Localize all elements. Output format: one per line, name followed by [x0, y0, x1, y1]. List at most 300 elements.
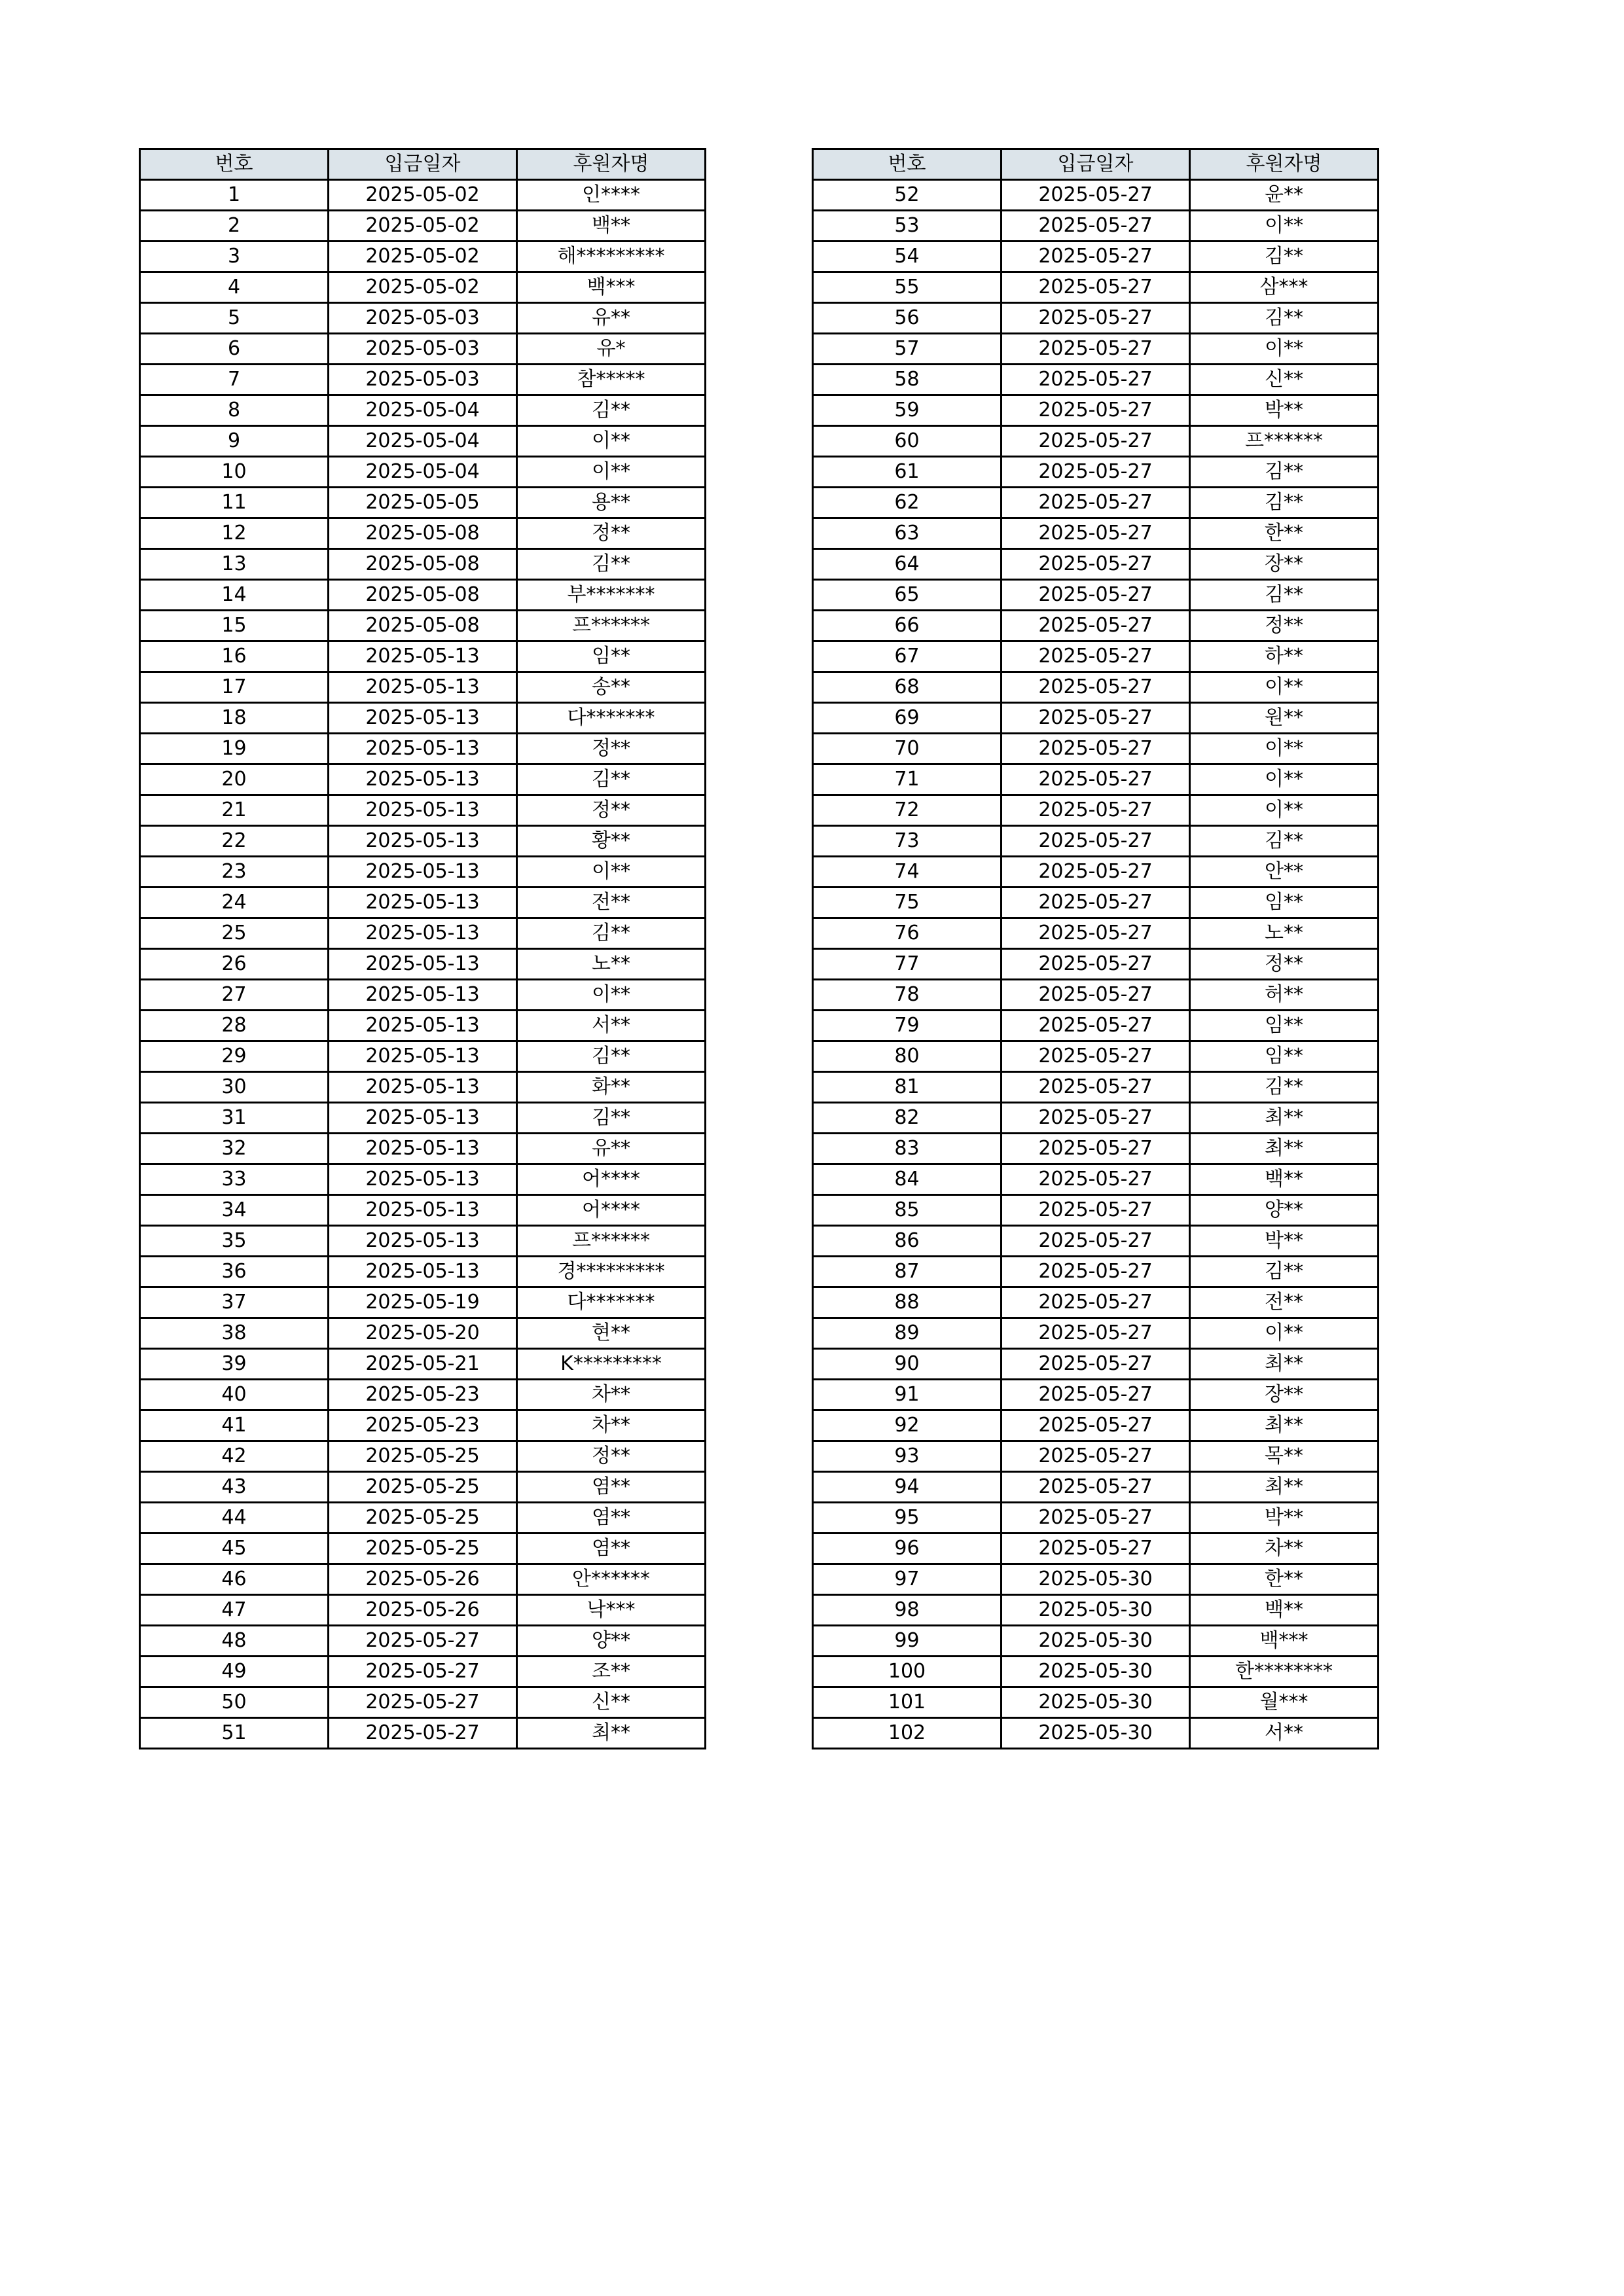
cell-number: 33	[140, 1164, 329, 1195]
cell-number: 2	[140, 211, 329, 242]
header-donor-name: 후원자명	[517, 149, 706, 180]
cell-donor-name: 월***	[1190, 1687, 1379, 1718]
table-row	[813, 1134, 1379, 1164]
table-row	[813, 764, 1379, 795]
cell-donor-name: 김**	[1190, 242, 1379, 272]
table-row	[813, 1072, 1379, 1103]
cell-donor-name: 염**	[517, 1534, 706, 1564]
cell-number: 28	[140, 1011, 329, 1041]
cell-donor-name: 용**	[517, 488, 706, 518]
cell-donor-name: 이**	[517, 857, 706, 888]
cell-deposit-date: 2025-05-27	[1001, 734, 1190, 764]
cell-deposit-date: 2025-05-08	[329, 549, 517, 580]
cell-donor-name: 화**	[517, 1072, 706, 1103]
cell-deposit-date: 2025-05-27	[1001, 918, 1190, 949]
table-row	[140, 580, 706, 611]
cell-deposit-date: 2025-05-27	[329, 1687, 517, 1718]
cell-donor-name: 현**	[517, 1318, 706, 1349]
cell-donor-name: 노**	[1190, 918, 1379, 949]
cell-number: 89	[813, 1318, 1001, 1349]
cell-donor-name: 인****	[517, 180, 706, 211]
cell-donor-name: 최**	[1190, 1410, 1379, 1441]
cell-number: 11	[140, 488, 329, 518]
cell-deposit-date: 2025-05-27	[1001, 764, 1190, 795]
cell-donor-name: 최**	[1190, 1134, 1379, 1164]
cell-donor-name: K*********	[517, 1349, 706, 1380]
table-row	[813, 395, 1379, 426]
table-row	[140, 242, 706, 272]
cell-deposit-date: 2025-05-13	[329, 980, 517, 1011]
cell-number: 45	[140, 1534, 329, 1564]
cell-deposit-date: 2025-05-27	[1001, 1534, 1190, 1564]
cell-donor-name: 양**	[1190, 1195, 1379, 1226]
cell-number: 47	[140, 1595, 329, 1626]
cell-donor-name: 임**	[1190, 1041, 1379, 1072]
table-row	[140, 1626, 706, 1657]
cell-donor-name: 이**	[1190, 211, 1379, 242]
table-row	[140, 826, 706, 857]
cell-number: 76	[813, 918, 1001, 949]
cell-deposit-date: 2025-05-27	[1001, 703, 1190, 734]
cell-donor-name: 김**	[1190, 1072, 1379, 1103]
cell-number: 93	[813, 1441, 1001, 1472]
cell-donor-name: 백**	[1190, 1164, 1379, 1195]
cell-donor-name: 최**	[517, 1718, 706, 1749]
header-number: 번호	[140, 149, 329, 180]
cell-number: 44	[140, 1503, 329, 1534]
cell-number: 42	[140, 1441, 329, 1472]
table-row	[813, 1380, 1379, 1410]
cell-donor-name: 김**	[517, 1103, 706, 1134]
table-row	[140, 1318, 706, 1349]
cell-deposit-date: 2025-05-13	[329, 672, 517, 703]
table-row	[813, 1626, 1379, 1657]
cell-number: 98	[813, 1595, 1001, 1626]
cell-deposit-date: 2025-05-27	[1001, 426, 1190, 457]
cell-number: 87	[813, 1257, 1001, 1287]
cell-deposit-date: 2025-05-27	[1001, 1441, 1190, 1472]
cell-number: 4	[140, 272, 329, 303]
table-row	[813, 1472, 1379, 1503]
cell-deposit-date: 2025-05-27	[1001, 211, 1190, 242]
cell-deposit-date: 2025-05-27	[1001, 549, 1190, 580]
cell-deposit-date: 2025-05-13	[329, 857, 517, 888]
cell-deposit-date: 2025-05-27	[1001, 1226, 1190, 1257]
cell-number: 13	[140, 549, 329, 580]
cell-number: 8	[140, 395, 329, 426]
cell-donor-name: 백**	[517, 211, 706, 242]
cell-number: 83	[813, 1134, 1001, 1164]
cell-donor-name: 장**	[1190, 1380, 1379, 1410]
cell-donor-name: 염**	[517, 1503, 706, 1534]
cell-deposit-date: 2025-05-13	[329, 949, 517, 980]
cell-deposit-date: 2025-05-27	[1001, 1410, 1190, 1441]
cell-number: 3	[140, 242, 329, 272]
cell-deposit-date: 2025-05-13	[329, 1041, 517, 1072]
cell-donor-name: 백***	[517, 272, 706, 303]
cell-donor-name: 김**	[517, 395, 706, 426]
cell-number: 79	[813, 1011, 1001, 1041]
cell-number: 36	[140, 1257, 329, 1287]
cell-number: 22	[140, 826, 329, 857]
table-row	[813, 303, 1379, 334]
table-row	[140, 1503, 706, 1534]
cell-number: 21	[140, 795, 329, 826]
cell-deposit-date: 2025-05-27	[1001, 1287, 1190, 1318]
cell-number: 53	[813, 211, 1001, 242]
table-row	[140, 549, 706, 580]
cell-deposit-date: 2025-05-03	[329, 334, 517, 365]
table-row	[140, 703, 706, 734]
table-row	[813, 1103, 1379, 1134]
table-row	[813, 611, 1379, 641]
cell-deposit-date: 2025-05-27	[1001, 1195, 1190, 1226]
cell-donor-name: 김**	[517, 549, 706, 580]
cell-deposit-date: 2025-05-27	[1001, 457, 1190, 488]
table-row	[813, 1041, 1379, 1072]
cell-donor-name: 유**	[517, 303, 706, 334]
cell-deposit-date: 2025-05-21	[329, 1349, 517, 1380]
table-row	[813, 734, 1379, 764]
cell-donor-name: 한**	[1190, 1564, 1379, 1595]
cell-number: 57	[813, 334, 1001, 365]
cell-deposit-date: 2025-05-30	[1001, 1657, 1190, 1687]
cell-deposit-date: 2025-05-08	[329, 611, 517, 641]
cell-donor-name: 다*******	[517, 703, 706, 734]
cell-deposit-date: 2025-05-04	[329, 426, 517, 457]
cell-deposit-date: 2025-05-02	[329, 180, 517, 211]
cell-donor-name: 송**	[517, 672, 706, 703]
cell-deposit-date: 2025-05-02	[329, 211, 517, 242]
cell-donor-name: 참*****	[517, 365, 706, 395]
cell-donor-name: 최**	[1190, 1103, 1379, 1134]
cell-number: 81	[813, 1072, 1001, 1103]
cell-donor-name: 한********	[1190, 1657, 1379, 1687]
table-row	[140, 1226, 706, 1257]
cell-donor-name: 하**	[1190, 641, 1379, 672]
cell-deposit-date: 2025-05-30	[1001, 1626, 1190, 1657]
cell-donor-name: 김**	[517, 764, 706, 795]
header-deposit-date: 입금일자	[1001, 149, 1190, 180]
cell-number: 12	[140, 518, 329, 549]
cell-number: 18	[140, 703, 329, 734]
table-row	[813, 1657, 1379, 1687]
cell-number: 71	[813, 764, 1001, 795]
table-row	[140, 365, 706, 395]
cell-donor-name: 이**	[1190, 334, 1379, 365]
cell-number: 31	[140, 1103, 329, 1134]
table-row	[813, 1195, 1379, 1226]
cell-number: 26	[140, 949, 329, 980]
cell-deposit-date: 2025-05-27	[1001, 611, 1190, 641]
table-row	[813, 795, 1379, 826]
cell-donor-name: 윤**	[1190, 180, 1379, 211]
table-row	[813, 518, 1379, 549]
table-row	[813, 1164, 1379, 1195]
cell-number: 32	[140, 1134, 329, 1164]
cell-deposit-date: 2025-05-27	[1001, 272, 1190, 303]
table-row	[140, 1380, 706, 1410]
header-donor-name: 후원자명	[1190, 149, 1379, 180]
table-row	[140, 1657, 706, 1687]
cell-number: 63	[813, 518, 1001, 549]
cell-donor-name: 박**	[1190, 1503, 1379, 1534]
cell-deposit-date: 2025-05-27	[1001, 1503, 1190, 1534]
table-row	[140, 426, 706, 457]
cell-donor-name: 임**	[1190, 1011, 1379, 1041]
table-row	[813, 703, 1379, 734]
table-row	[140, 980, 706, 1011]
table-row	[813, 1410, 1379, 1441]
table-row	[140, 1287, 706, 1318]
cell-donor-name: 임**	[1190, 888, 1379, 918]
cell-deposit-date: 2025-05-13	[329, 1103, 517, 1134]
cell-number: 101	[813, 1687, 1001, 1718]
cell-number: 62	[813, 488, 1001, 518]
cell-donor-name: 안******	[517, 1564, 706, 1595]
cell-donor-name: 프******	[517, 1226, 706, 1257]
cell-deposit-date: 2025-05-27	[1001, 334, 1190, 365]
cell-number: 51	[140, 1718, 329, 1749]
cell-deposit-date: 2025-05-27	[1001, 1257, 1190, 1287]
cell-deposit-date: 2025-05-03	[329, 365, 517, 395]
table-row	[813, 457, 1379, 488]
cell-number: 102	[813, 1718, 1001, 1749]
cell-number: 6	[140, 334, 329, 365]
cell-donor-name: 전**	[1190, 1287, 1379, 1318]
table-header-row	[140, 149, 706, 180]
cell-donor-name: 김**	[1190, 303, 1379, 334]
table-row	[140, 1687, 706, 1718]
cell-deposit-date: 2025-05-27	[1001, 395, 1190, 426]
cell-deposit-date: 2025-05-27	[1001, 1103, 1190, 1134]
table-row	[140, 211, 706, 242]
cell-deposit-date: 2025-05-13	[329, 1164, 517, 1195]
donor-table-right	[812, 148, 1379, 1749]
cell-donor-name: 안**	[1190, 857, 1379, 888]
cell-deposit-date: 2025-05-25	[329, 1503, 517, 1534]
cell-number: 5	[140, 303, 329, 334]
table-row	[140, 1164, 706, 1195]
table-row	[813, 272, 1379, 303]
cell-number: 60	[813, 426, 1001, 457]
cell-deposit-date: 2025-05-27	[329, 1626, 517, 1657]
cell-donor-name: 김**	[1190, 826, 1379, 857]
table-row	[813, 1564, 1379, 1595]
cell-deposit-date: 2025-05-27	[1001, 488, 1190, 518]
table-row	[813, 1503, 1379, 1534]
cell-donor-name: 백***	[1190, 1626, 1379, 1657]
cell-donor-name: 낙***	[517, 1595, 706, 1626]
cell-donor-name: 목**	[1190, 1441, 1379, 1472]
cell-deposit-date: 2025-05-13	[329, 1072, 517, 1103]
cell-number: 46	[140, 1564, 329, 1595]
table-row	[813, 1257, 1379, 1287]
cell-deposit-date: 2025-05-30	[1001, 1564, 1190, 1595]
table-row	[140, 918, 706, 949]
table-row	[140, 1410, 706, 1441]
cell-deposit-date: 2025-05-25	[329, 1472, 517, 1503]
cell-donor-name: 노**	[517, 949, 706, 980]
cell-deposit-date: 2025-05-27	[1001, 180, 1190, 211]
cell-deposit-date: 2025-05-27	[1001, 949, 1190, 980]
table-row	[813, 1011, 1379, 1041]
table-row	[813, 549, 1379, 580]
cell-deposit-date: 2025-05-13	[329, 1195, 517, 1226]
cell-deposit-date: 2025-05-30	[1001, 1718, 1190, 1749]
cell-number: 14	[140, 580, 329, 611]
table-row	[813, 242, 1379, 272]
table-row	[140, 1534, 706, 1564]
cell-deposit-date: 2025-05-27	[1001, 1164, 1190, 1195]
cell-deposit-date: 2025-05-13	[329, 734, 517, 764]
table-row	[140, 1257, 706, 1287]
cell-deposit-date: 2025-05-27	[1001, 1072, 1190, 1103]
cell-deposit-date: 2025-05-26	[329, 1564, 517, 1595]
table-row	[813, 641, 1379, 672]
cell-number: 78	[813, 980, 1001, 1011]
table-row	[813, 857, 1379, 888]
cell-deposit-date: 2025-05-30	[1001, 1687, 1190, 1718]
cell-number: 15	[140, 611, 329, 641]
cell-donor-name: 정**	[517, 518, 706, 549]
cell-number: 86	[813, 1226, 1001, 1257]
cell-donor-name: 이**	[517, 457, 706, 488]
cell-number: 39	[140, 1349, 329, 1380]
cell-number: 91	[813, 1380, 1001, 1410]
table-row	[813, 1534, 1379, 1564]
cell-number: 10	[140, 457, 329, 488]
cell-deposit-date: 2025-05-03	[329, 303, 517, 334]
cell-donor-name: 이**	[1190, 1318, 1379, 1349]
cell-deposit-date: 2025-05-20	[329, 1318, 517, 1349]
cell-donor-name: 삼***	[1190, 272, 1379, 303]
cell-number: 66	[813, 611, 1001, 641]
cell-donor-name: 임**	[517, 641, 706, 672]
cell-number: 7	[140, 365, 329, 395]
cell-number: 73	[813, 826, 1001, 857]
cell-number: 80	[813, 1041, 1001, 1072]
cell-donor-name: 경*********	[517, 1257, 706, 1287]
cell-donor-name: 김**	[1190, 580, 1379, 611]
table-row	[140, 672, 706, 703]
header-deposit-date: 입금일자	[329, 149, 517, 180]
table-row	[140, 518, 706, 549]
cell-donor-name: 정**	[1190, 949, 1379, 980]
cell-donor-name: 이**	[1190, 795, 1379, 826]
table-row	[813, 1718, 1379, 1749]
table-row	[813, 1318, 1379, 1349]
table-row	[140, 888, 706, 918]
cell-number: 64	[813, 549, 1001, 580]
table-row	[140, 1595, 706, 1626]
cell-donor-name: 정**	[517, 795, 706, 826]
table-row	[140, 1041, 706, 1072]
cell-donor-name: 백**	[1190, 1595, 1379, 1626]
cell-donor-name: 정**	[517, 734, 706, 764]
cell-donor-name: 한**	[1190, 518, 1379, 549]
table-row	[140, 1718, 706, 1749]
cell-number: 41	[140, 1410, 329, 1441]
donor-table-left-body	[140, 180, 706, 1749]
table-row	[140, 272, 706, 303]
cell-number: 54	[813, 242, 1001, 272]
cell-donor-name: 신**	[1190, 365, 1379, 395]
cell-deposit-date: 2025-05-27	[1001, 1349, 1190, 1380]
cell-number: 100	[813, 1657, 1001, 1687]
cell-number: 92	[813, 1410, 1001, 1441]
table-row	[140, 303, 706, 334]
table-row	[813, 488, 1379, 518]
table-row	[140, 1103, 706, 1134]
cell-deposit-date: 2025-05-04	[329, 457, 517, 488]
cell-number: 38	[140, 1318, 329, 1349]
cell-number: 67	[813, 641, 1001, 672]
cell-number: 19	[140, 734, 329, 764]
cell-number: 40	[140, 1380, 329, 1410]
cell-deposit-date: 2025-05-27	[1001, 1472, 1190, 1503]
cell-number: 58	[813, 365, 1001, 395]
cell-deposit-date: 2025-05-13	[329, 1257, 517, 1287]
cell-deposit-date: 2025-05-30	[1001, 1595, 1190, 1626]
cell-number: 88	[813, 1287, 1001, 1318]
cell-donor-name: 해*********	[517, 242, 706, 272]
cell-donor-name: 염**	[517, 1472, 706, 1503]
cell-donor-name: 장**	[1190, 549, 1379, 580]
cell-donor-name: 프******	[1190, 426, 1379, 457]
header-number: 번호	[813, 149, 1001, 180]
table-row	[813, 980, 1379, 1011]
cell-donor-name: 차**	[1190, 1534, 1379, 1564]
cell-number: 17	[140, 672, 329, 703]
cell-deposit-date: 2025-05-27	[1001, 1041, 1190, 1072]
cell-number: 52	[813, 180, 1001, 211]
cell-donor-name: 정**	[1190, 611, 1379, 641]
cell-deposit-date: 2025-05-13	[329, 888, 517, 918]
table-row	[140, 1134, 706, 1164]
cell-number: 65	[813, 580, 1001, 611]
cell-deposit-date: 2025-05-27	[1001, 365, 1190, 395]
cell-deposit-date: 2025-05-27	[1001, 1380, 1190, 1410]
table-row	[813, 672, 1379, 703]
cell-number: 27	[140, 980, 329, 1011]
cell-donor-name: 이**	[1190, 734, 1379, 764]
donor-table-left	[139, 148, 706, 1749]
cell-donor-name: 신**	[517, 1687, 706, 1718]
cell-donor-name: 김**	[1190, 1257, 1379, 1287]
cell-donor-name: 서**	[1190, 1718, 1379, 1749]
cell-donor-name: 황**	[517, 826, 706, 857]
table-row	[140, 180, 706, 211]
cell-number: 77	[813, 949, 1001, 980]
table-row	[813, 580, 1379, 611]
cell-number: 72	[813, 795, 1001, 826]
cell-number: 35	[140, 1226, 329, 1257]
cell-deposit-date: 2025-05-25	[329, 1534, 517, 1564]
cell-deposit-date: 2025-05-23	[329, 1380, 517, 1410]
cell-deposit-date: 2025-05-05	[329, 488, 517, 518]
cell-donor-name: 유**	[517, 1134, 706, 1164]
cell-deposit-date: 2025-05-27	[329, 1657, 517, 1687]
cell-donor-name: 이**	[1190, 764, 1379, 795]
table-row	[140, 1564, 706, 1595]
cell-deposit-date: 2025-05-27	[1001, 242, 1190, 272]
table-row	[813, 1441, 1379, 1472]
table-row	[813, 826, 1379, 857]
table-row	[813, 1687, 1379, 1718]
cell-donor-name: 김**	[1190, 488, 1379, 518]
cell-donor-name: 어****	[517, 1164, 706, 1195]
